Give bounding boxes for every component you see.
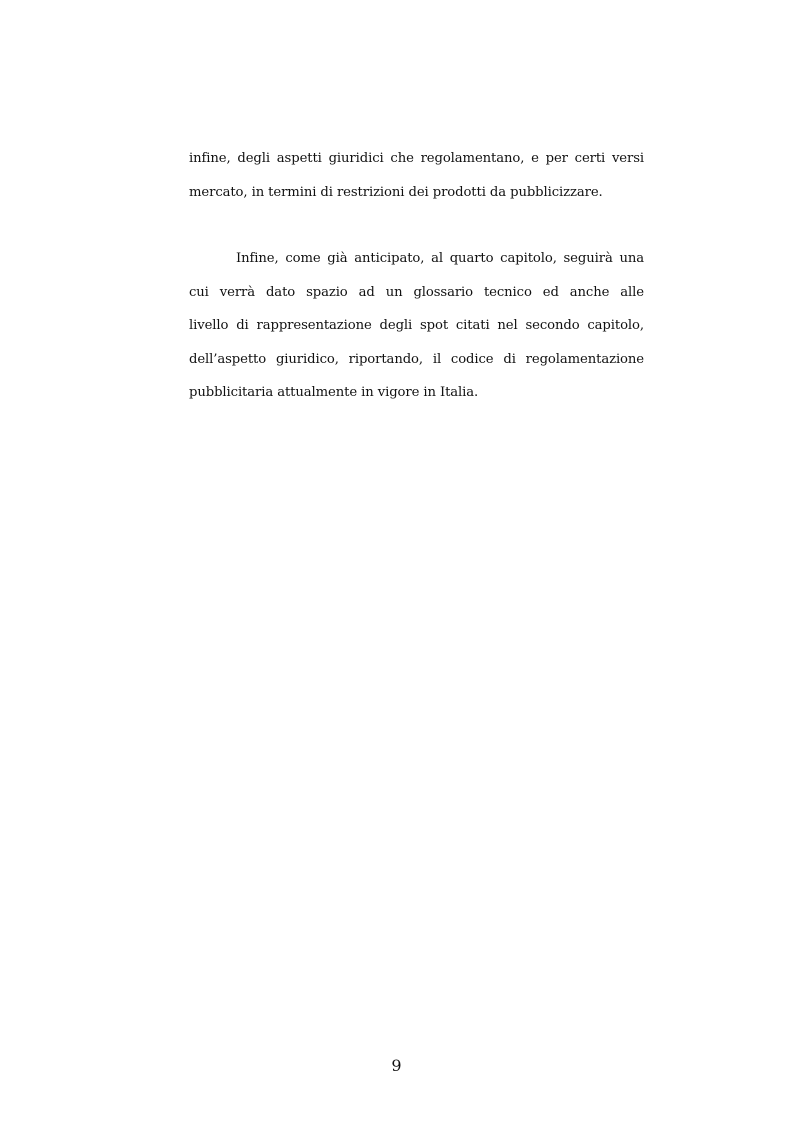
- paragraph-line: mercato, in termini di restrizioni dei prodotti da pubblicizzare.: [189, 184, 603, 200]
- paragraph-line: Infine, come già anticipato, al quarto capitolo, seguirà una: [236, 251, 644, 266]
- paragraph-line: dell’aspetto giuridico, riportando, il codice di regolamentazione: [189, 351, 644, 367]
- paragraph-2: [189, 242, 644, 410]
- paragraph-1: [189, 142, 644, 209]
- page-number: 9: [391, 1056, 402, 1075]
- paragraph-line: livello di rappresentazione degli spot citati nel secondo capitolo,: [189, 318, 644, 333]
- paragraph-line: pubblicitaria attualmente in vigore in Italia.: [189, 385, 479, 400]
- paragraph-line: infine, degli aspetti giuridici che regolamentano, e per certi versi: [189, 151, 644, 166]
- paragraph-line: cui verrà dato spazio ad un glossario tecnico ed anche alle: [189, 284, 644, 300]
